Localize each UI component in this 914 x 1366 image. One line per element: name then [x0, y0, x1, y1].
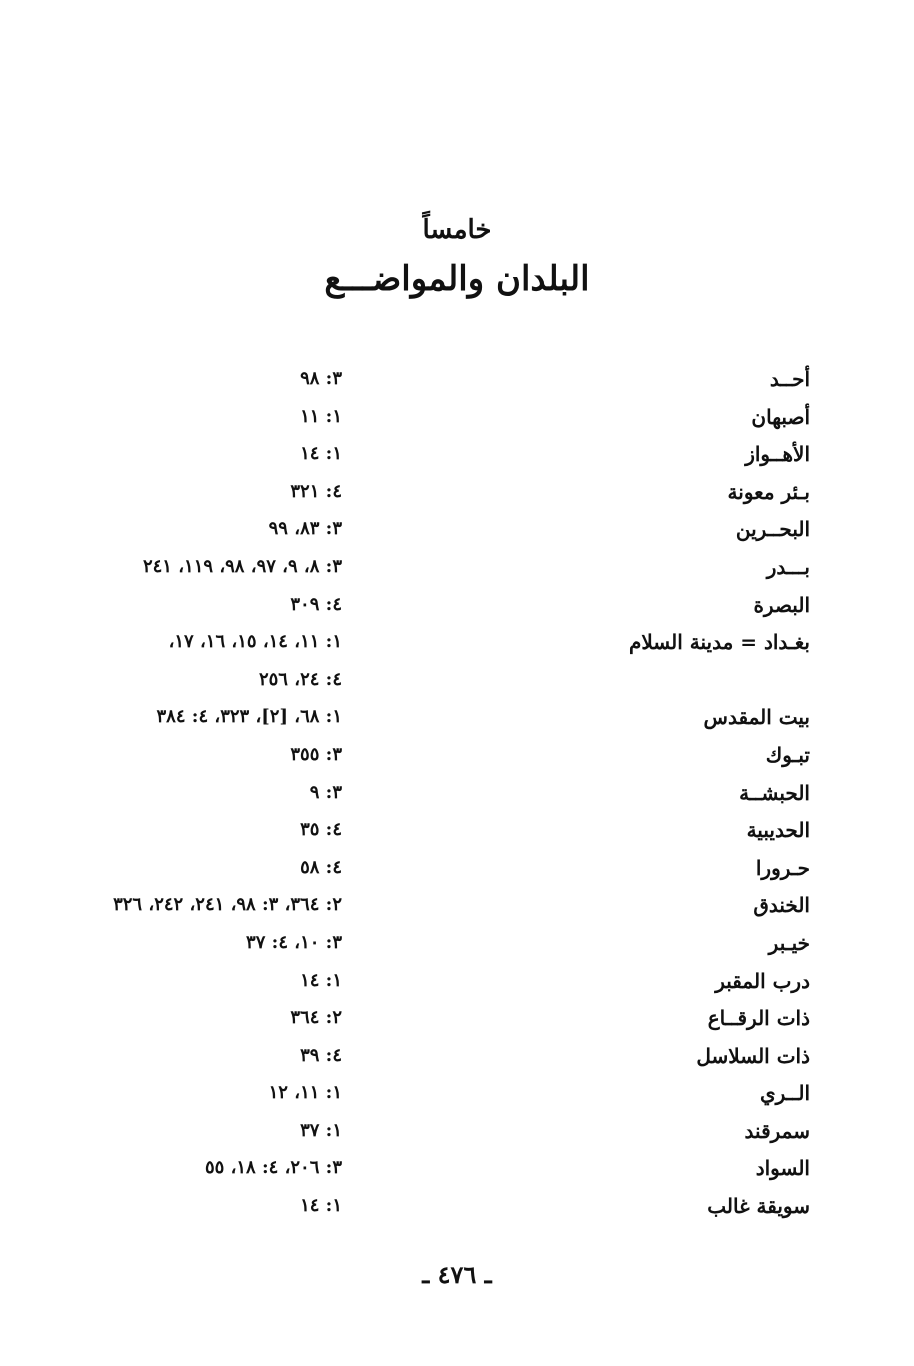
index-entry	[0, 776, 914, 814]
place-name: درب المقبر	[715, 968, 810, 993]
index-entry	[0, 1039, 914, 1077]
page-references: ١: ١٤	[300, 1195, 342, 1217]
page-references: ١: ١١	[300, 405, 342, 427]
index-entry	[0, 588, 914, 626]
page-number: ـ ٤٧٦ ـ	[422, 1260, 492, 1289]
place-name: بيت المقدس	[703, 705, 810, 730]
page-references: ٣: ٨، ٩، ٩٧، ٩٨، ١١٩، ٢٤١	[142, 555, 342, 577]
page-references: ٤: ٣٠٩	[290, 593, 342, 615]
page-references: ٣: ١٠، ٤: ٣٧	[246, 931, 342, 953]
page-references: ٣: ٩٨	[300, 368, 342, 389]
page-references: ٢: ٣٦٤، ٣: ٩٨، ٢٤١، ٢٤٢، ٣٢٦	[113, 894, 342, 916]
places-index-list	[0, 362, 914, 1227]
index-entry-continuation	[0, 663, 914, 701]
index-entry	[0, 400, 914, 438]
page-references: ١: ١٤	[300, 443, 342, 465]
place-name: خيـبر	[768, 930, 810, 955]
place-name: ذات الرقــاع	[707, 1006, 810, 1031]
place-name: تبـوك	[765, 742, 810, 767]
section-title: البلدان والمواضـــع	[324, 259, 590, 299]
place-name: السواد	[755, 1156, 810, 1181]
place-name: الأهــواز	[745, 442, 810, 467]
page-references: ٣: ٩	[309, 781, 342, 803]
index-entry	[0, 437, 914, 475]
index-entry	[0, 851, 914, 889]
page-references: ١: ١١، ١٤، ١٥، ١٦، ١٧،	[168, 631, 342, 653]
index-entry	[0, 362, 914, 400]
index-entry	[0, 888, 914, 926]
place-name: الخندق	[753, 893, 810, 918]
page-references: ١: ٣٧	[300, 1119, 342, 1141]
page-references: ٣: ٢٠٦، ٤: ١٨، ٥٥	[204, 1157, 342, 1179]
place-name: البصرة	[753, 592, 810, 617]
page-references: ٤: ٣٢١	[290, 480, 342, 502]
place-name: بغـداد = مدينة السلام	[628, 630, 810, 655]
index-entry	[0, 1001, 914, 1039]
page-references: ٤: ٣٩	[300, 1044, 342, 1066]
place-name: سويقة غالب	[707, 1194, 810, 1219]
page-references: ٤: ٢٤، ٢٥٦	[258, 668, 342, 690]
index-entry	[0, 964, 914, 1002]
section-number: خامساً	[422, 215, 492, 245]
index-entry	[0, 475, 914, 513]
page-references: ٣: ٨٣، ٩٩	[268, 518, 342, 540]
place-name: ذات السلاسل	[696, 1043, 810, 1068]
place-name: الــري	[759, 1081, 810, 1106]
page-references: ٣: ٣٥٥	[290, 743, 342, 765]
index-entry	[0, 1151, 914, 1189]
index-entry	[0, 813, 914, 851]
place-name: الحديبية	[746, 818, 810, 843]
index-entry	[0, 512, 914, 550]
page-references: ١: ١٤	[300, 969, 342, 991]
index-entry	[0, 926, 914, 964]
index-entry	[0, 1114, 914, 1152]
place-name: أحــد	[769, 367, 810, 391]
page-references: ٢: ٣٦٤	[290, 1007, 342, 1029]
page-references: ١: ١١، ١٢	[268, 1082, 342, 1104]
place-name: أصبهان	[751, 404, 810, 429]
index-entry	[0, 550, 914, 588]
page-references: ١: ٦٨، [٢]، ٣٢٣، ٤: ٣٨٤	[156, 706, 342, 728]
page-references: ٤: ٣٥	[300, 819, 342, 841]
place-name: البحــرين	[735, 517, 810, 542]
index-entry	[0, 1076, 914, 1114]
index-entry	[0, 1189, 914, 1227]
place-name: بـئر معونة	[727, 479, 810, 504]
place-name: سمرقند	[744, 1118, 810, 1143]
place-name: بـــدر	[766, 554, 810, 579]
page-references: ٤: ٥٨	[300, 856, 342, 878]
place-name: الحبشــة	[739, 780, 810, 805]
index-entry	[0, 700, 914, 738]
index-entry	[0, 625, 914, 663]
index-entry	[0, 738, 914, 776]
place-name: حـرورا	[755, 855, 810, 880]
